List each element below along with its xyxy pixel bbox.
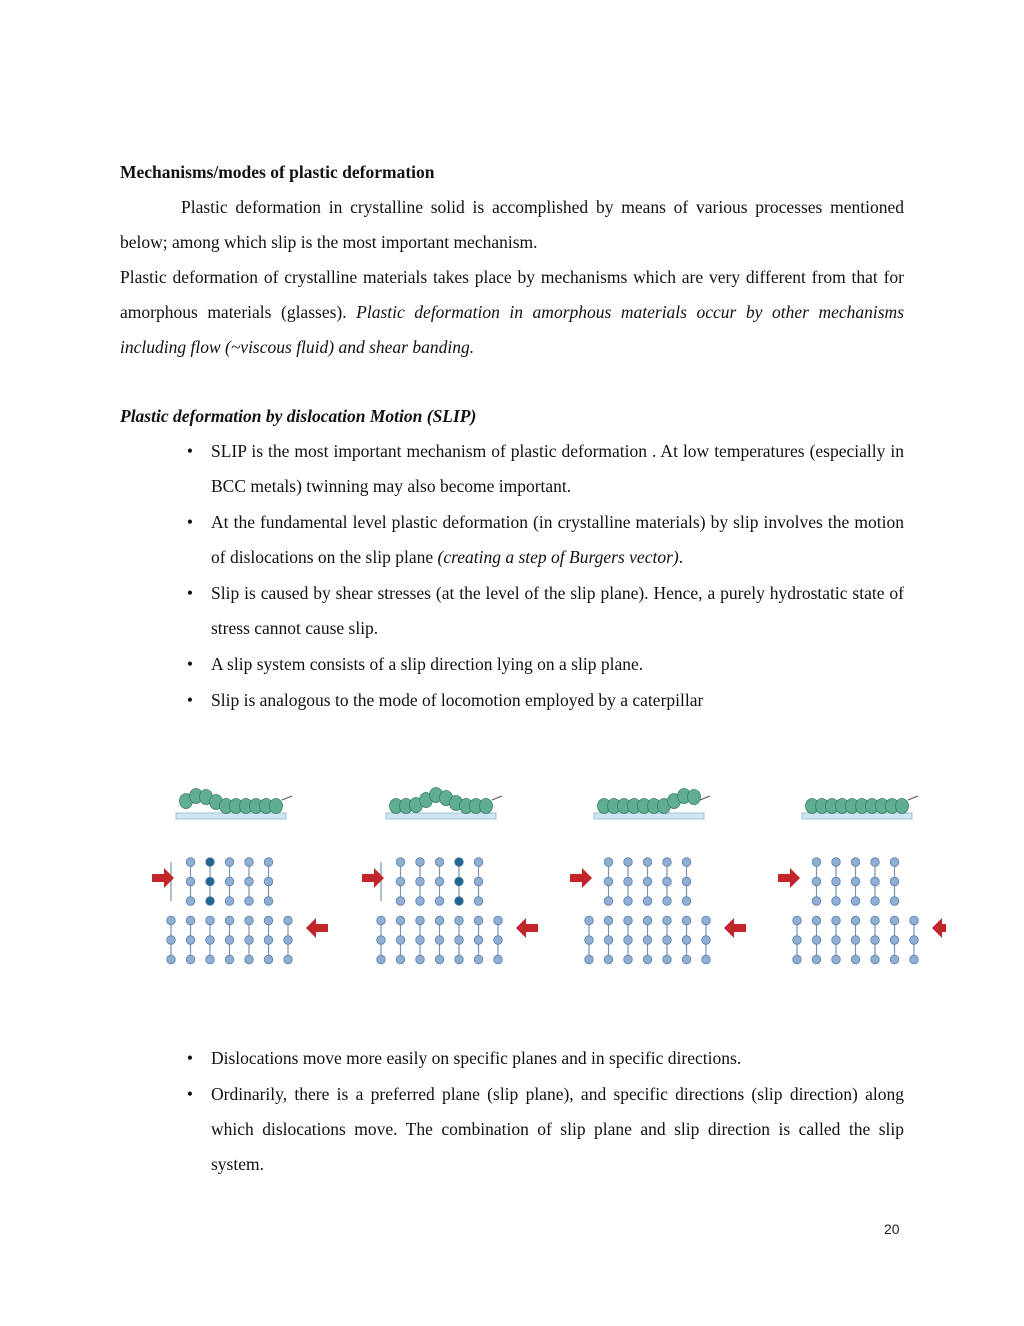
atom	[890, 877, 899, 886]
atom	[455, 955, 464, 964]
atom	[245, 916, 254, 925]
atom	[167, 916, 176, 925]
caterpillar-antenna	[700, 796, 710, 800]
list-item	[120, 576, 904, 646]
list-item	[120, 1041, 904, 1076]
atom	[643, 955, 652, 964]
atom	[206, 955, 215, 964]
atom	[225, 877, 234, 886]
atom	[643, 916, 652, 925]
atom	[643, 858, 652, 867]
atom	[812, 897, 821, 906]
ground-surface	[802, 813, 912, 819]
atom	[206, 877, 215, 886]
atom	[474, 955, 483, 964]
caterpillar-antenna	[908, 796, 918, 800]
atom	[435, 936, 444, 945]
atom	[474, 877, 483, 886]
atom	[910, 955, 919, 964]
slip-bullet-list	[120, 434, 904, 718]
ground-surface	[594, 813, 704, 819]
atom	[682, 955, 691, 964]
atom	[793, 916, 802, 925]
atom	[284, 916, 293, 925]
atom	[474, 858, 483, 867]
caterpillar-segment	[480, 799, 493, 814]
atom	[890, 858, 899, 867]
list-item-text: At the fundamental level plastic deformation (in crystalline materials) by slip involves the motion of dislocations on the slip plane	[211, 512, 904, 567]
atom	[663, 858, 672, 867]
atom	[871, 936, 880, 945]
atom	[284, 936, 293, 945]
atom	[832, 877, 841, 886]
page-number: 20	[884, 1221, 900, 1237]
list-item	[120, 1077, 904, 1182]
atom	[435, 877, 444, 886]
atom	[604, 897, 613, 906]
caterpillar-dislocation-figure	[146, 782, 946, 972]
atom	[416, 877, 425, 886]
atom	[435, 916, 444, 925]
list-item-text: Slip is analogous to the mode of locomotion employed by a caterpillar	[211, 690, 704, 710]
atom	[585, 955, 594, 964]
atom	[851, 897, 860, 906]
bullet-icon: •	[186, 690, 194, 710]
atom	[225, 916, 234, 925]
atom	[604, 936, 613, 945]
atom	[167, 936, 176, 945]
atom	[793, 955, 802, 964]
atom	[474, 916, 483, 925]
atom	[206, 936, 215, 945]
list-item	[120, 505, 904, 575]
atom	[435, 858, 444, 867]
atom	[455, 916, 464, 925]
atom	[851, 858, 860, 867]
list-item-text: Dislocations move more easily on specific planes and in specific directions.	[211, 1048, 742, 1068]
atom	[682, 916, 691, 925]
atom	[206, 858, 215, 867]
atom	[871, 897, 880, 906]
intro-paragraph-2	[120, 260, 904, 365]
atom	[702, 955, 711, 964]
atom	[663, 955, 672, 964]
atom	[585, 936, 594, 945]
atom	[890, 897, 899, 906]
shear-arrow-left	[306, 918, 328, 938]
atom	[264, 897, 273, 906]
list-item	[120, 683, 904, 718]
atom	[812, 916, 821, 925]
atom	[245, 858, 254, 867]
atom	[264, 936, 273, 945]
ground-surface	[176, 813, 286, 819]
atom	[245, 897, 254, 906]
atom	[910, 936, 919, 945]
atom	[264, 955, 273, 964]
atom	[585, 916, 594, 925]
atom	[910, 916, 919, 925]
atom	[832, 858, 841, 867]
bullet-icon: •	[186, 583, 194, 603]
atom	[871, 916, 880, 925]
bullet-icon: •	[186, 512, 194, 532]
caterpillar-antenna	[492, 796, 502, 800]
atom	[186, 897, 195, 906]
atom	[832, 936, 841, 945]
atom	[264, 858, 273, 867]
figure-svg	[146, 782, 946, 972]
atom	[832, 916, 841, 925]
atom	[416, 897, 425, 906]
atom	[832, 897, 841, 906]
atom	[206, 916, 215, 925]
atom	[396, 858, 405, 867]
atom	[455, 897, 464, 906]
atom	[377, 916, 386, 925]
atom	[624, 916, 633, 925]
atom	[643, 936, 652, 945]
atom	[682, 858, 691, 867]
atom	[416, 936, 425, 945]
atom	[851, 916, 860, 925]
atom	[643, 897, 652, 906]
intro-paragraph-1: Plastic deformation in crystalline solid is accomplished by means of various processes mentioned below; among which slip is the most important mechanism.	[120, 197, 904, 252]
atom	[663, 936, 672, 945]
atom	[851, 955, 860, 964]
atom	[186, 936, 195, 945]
shear-arrow-left	[516, 918, 538, 938]
intro-paragraph-2-italic: Plastic deformation in amorphous materials occur by other mechanisms including flow (~viscous fluid) and shear banding.	[120, 302, 905, 357]
atom	[396, 955, 405, 964]
atom	[702, 936, 711, 945]
atom	[604, 858, 613, 867]
atom	[416, 955, 425, 964]
atom	[225, 897, 234, 906]
atom	[832, 955, 841, 964]
slip-system-bullet-list	[120, 1041, 904, 1182]
bullet-icon: •	[186, 1048, 194, 1068]
atom	[264, 916, 273, 925]
shear-arrow-right	[778, 868, 800, 888]
caterpillar-segment	[896, 799, 909, 814]
atom	[416, 858, 425, 867]
atom	[682, 936, 691, 945]
atom	[396, 897, 405, 906]
atom	[871, 955, 880, 964]
shear-arrow-left	[724, 918, 746, 938]
atom	[604, 916, 613, 925]
atom	[812, 955, 821, 964]
atom	[186, 955, 195, 964]
atom	[416, 916, 425, 925]
bullet-icon: •	[186, 1084, 194, 1104]
atom	[494, 936, 503, 945]
atom	[682, 877, 691, 886]
atom	[474, 897, 483, 906]
atom	[624, 897, 633, 906]
atom	[604, 877, 613, 886]
atom	[812, 877, 821, 886]
atom	[682, 897, 691, 906]
caterpillar-segment	[270, 799, 283, 814]
atom	[225, 955, 234, 964]
main-text	[120, 155, 904, 718]
caterpillar-segment	[688, 790, 701, 805]
atom	[435, 897, 444, 906]
list-item-text: Slip is caused by shear stresses (at the level of the slip plane). Hence, a purely hydrostatic state of stress cannot cause slip.	[211, 583, 904, 638]
atom	[284, 955, 293, 964]
atom	[890, 916, 899, 925]
atom	[643, 877, 652, 886]
atom	[396, 916, 405, 925]
atom	[871, 877, 880, 886]
shear-arrow-left	[932, 918, 946, 938]
atom	[624, 955, 633, 964]
atom	[377, 955, 386, 964]
atom	[435, 955, 444, 964]
atom	[455, 858, 464, 867]
atom	[663, 916, 672, 925]
atom	[663, 897, 672, 906]
list-item	[120, 434, 904, 504]
subsection-heading: Plastic deformation by dislocation Motion (SLIP)	[120, 406, 477, 426]
atom	[624, 858, 633, 867]
list-item-text: Ordinarily, there is a preferred plane (slip plane), and specific directions (slip direction) along which dislocations move. The combination of slip plane and slip direction is called the slip system.	[211, 1084, 904, 1174]
atom	[890, 955, 899, 964]
atom	[186, 916, 195, 925]
atom	[245, 877, 254, 886]
atom	[494, 916, 503, 925]
atom	[455, 936, 464, 945]
atom	[604, 955, 613, 964]
atom	[812, 936, 821, 945]
atom	[624, 936, 633, 945]
atom	[377, 936, 386, 945]
atom	[206, 897, 215, 906]
atom	[225, 936, 234, 945]
atom	[396, 936, 405, 945]
atom	[225, 858, 234, 867]
atom	[186, 858, 195, 867]
atom	[812, 858, 821, 867]
list-item	[120, 647, 904, 682]
shear-arrow-right	[570, 868, 592, 888]
atom	[186, 877, 195, 886]
atom	[702, 916, 711, 925]
atom	[264, 877, 273, 886]
list-item-text: A slip system consists of a slip direction lying on a slip plane.	[211, 654, 644, 674]
list-item-tail: .	[678, 547, 684, 567]
atom	[245, 936, 254, 945]
atom	[851, 936, 860, 945]
atom	[851, 877, 860, 886]
atom	[793, 936, 802, 945]
atom	[663, 877, 672, 886]
atom	[167, 955, 176, 964]
list-item-italic: (creating a step of Burgers vector)	[437, 547, 679, 567]
atom	[455, 877, 464, 886]
atom	[245, 955, 254, 964]
intro-paragraph-2-text: Plastic deformation of crystalline materials takes place by mechanisms which are very different from that for amorphous materials (glasses).	[120, 267, 904, 322]
bullet-icon: •	[186, 441, 194, 461]
list-item-text: SLIP is the most important mechanism of plastic deformation . At low temperatures (especially in BCC metals) twinning may also become important.	[211, 441, 904, 496]
bullet-icon: •	[186, 654, 194, 674]
ground-surface	[386, 813, 496, 819]
atom	[871, 858, 880, 867]
atom	[474, 936, 483, 945]
atom	[890, 936, 899, 945]
caterpillar-antenna	[282, 796, 292, 800]
section-heading: Mechanisms/modes of plastic deformation	[120, 162, 435, 182]
atom	[624, 877, 633, 886]
atom	[494, 955, 503, 964]
atom	[396, 877, 405, 886]
